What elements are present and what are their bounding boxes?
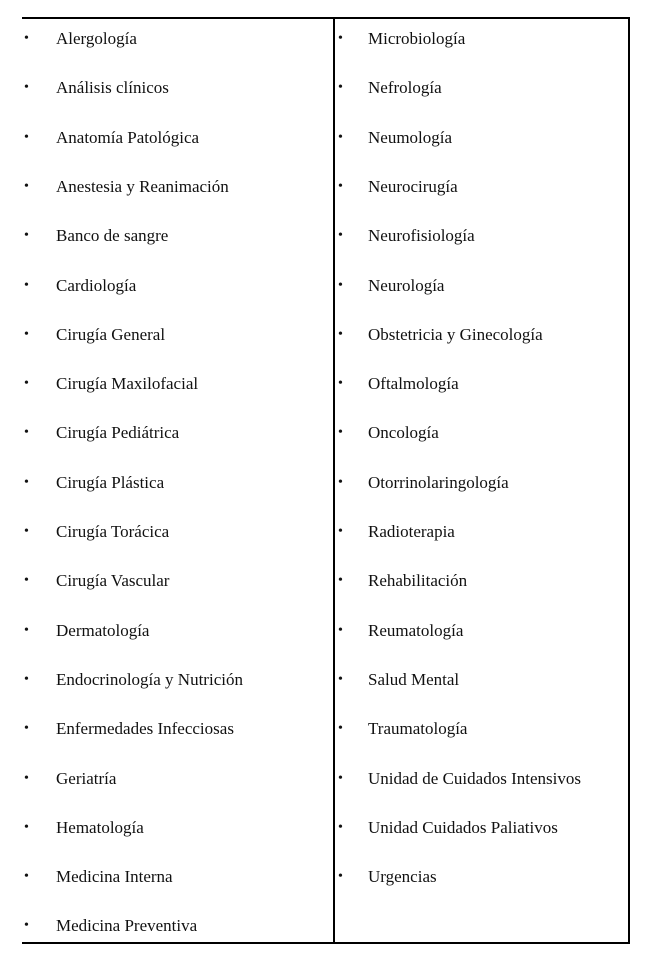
bullet-icon: • xyxy=(24,770,29,786)
list-item-label: Obstetricia y Ginecología xyxy=(368,324,543,344)
list-item-label: Traumatología xyxy=(368,719,468,739)
list-item-label: Medicina Interna xyxy=(56,867,173,887)
bullet-icon: • xyxy=(338,671,343,687)
specialties-table xyxy=(22,17,630,944)
list-item-label: Anatomía Patológica xyxy=(56,127,200,147)
list-item-label: Cirugía Torácica xyxy=(56,522,170,541)
list-item-label: Endocrinología y Nutrición xyxy=(56,669,243,689)
list-item-label: Anestesia y Reanimación xyxy=(56,176,229,196)
bullet-icon: • xyxy=(338,869,343,885)
bullet-icon: • xyxy=(338,622,343,638)
list-item-label: Neurología xyxy=(368,275,445,295)
bullet-icon: • xyxy=(24,918,29,934)
bullet-icon: • xyxy=(338,129,343,145)
bullet-icon: • xyxy=(24,474,29,490)
table-column-divider xyxy=(333,17,335,944)
bullet-icon: • xyxy=(24,80,29,96)
bullet-icon: • xyxy=(24,721,29,737)
bullet-icon: • xyxy=(338,721,343,737)
bullet-icon: • xyxy=(24,277,29,293)
list-item-label: Nefrología xyxy=(368,78,442,98)
bullet-icon: • xyxy=(24,31,29,46)
list-item-label: Microbiología xyxy=(368,29,466,48)
list-item-label: Dermatología xyxy=(56,620,150,640)
bullet-icon: • xyxy=(24,228,29,244)
list-item-label: Rehabilitación xyxy=(368,571,468,591)
list-item-label: Alergología xyxy=(56,29,137,48)
list-item-label: Hematología xyxy=(56,817,144,837)
bullet-icon: • xyxy=(338,228,343,244)
table-top-border xyxy=(22,17,630,19)
bullet-icon: • xyxy=(338,178,343,194)
list-item-label: Oncología xyxy=(368,423,439,443)
list-item-label: Geriatría xyxy=(56,768,117,788)
list-item-label: Unidad Cuidados Paliativos xyxy=(368,817,558,837)
list-item-label: Unidad de Cuidados Intensivos xyxy=(368,768,581,788)
bullet-icon: • xyxy=(24,129,29,145)
bullet-icon: • xyxy=(338,277,343,293)
bullet-icon: • xyxy=(24,622,29,638)
list-item-label: Cirugía Pediátrica xyxy=(56,423,180,443)
bullet-icon: • xyxy=(338,819,343,835)
bullet-icon: • xyxy=(24,425,29,441)
list-item-label: Análisis clínicos xyxy=(56,78,169,98)
bullet-icon: • xyxy=(24,819,29,835)
list-item-label: Neurofisiología xyxy=(368,226,475,246)
list-item-label: Cardiología xyxy=(56,275,137,295)
list-item-label: Banco de sangre xyxy=(56,226,169,246)
list-item-label: Reumatología xyxy=(368,620,464,640)
list-item-label: Enfermedades Infecciosas xyxy=(56,719,234,739)
table-right-border xyxy=(628,17,630,944)
bullet-icon: • xyxy=(24,376,29,392)
list-item-label: Salud Mental xyxy=(368,669,460,689)
bullet-icon: • xyxy=(24,524,29,539)
bullet-icon: • xyxy=(338,80,343,96)
bullet-icon: • xyxy=(338,524,343,539)
list-item-label: Neurocirugía xyxy=(368,176,458,196)
bullet-icon: • xyxy=(338,326,343,342)
list-item-label: Urgencias xyxy=(368,867,437,887)
bullet-icon: • xyxy=(24,326,29,342)
table-bottom-border xyxy=(22,942,630,944)
list-item-label: Radioterapia xyxy=(368,522,455,541)
list-item-label: Cirugía Vascular xyxy=(56,571,170,591)
list-item-label: Cirugía Plástica xyxy=(56,472,165,492)
list-item-label: Otorrinolaringología xyxy=(368,472,509,492)
bullet-icon: • xyxy=(24,573,29,589)
list-item-label: Medicina Preventiva xyxy=(56,916,198,936)
bullet-icon: • xyxy=(24,869,29,885)
bullet-icon: • xyxy=(338,31,343,46)
bullet-icon: • xyxy=(338,770,343,786)
list-item-label: Neumología xyxy=(368,127,453,147)
list-item-label: Oftalmología xyxy=(368,374,459,394)
bullet-icon: • xyxy=(338,573,343,589)
bullet-icon: • xyxy=(24,178,29,194)
bullet-icon: • xyxy=(338,425,343,441)
list-item-label: Cirugía General xyxy=(56,324,166,344)
bullet-icon: • xyxy=(338,474,343,490)
list-item-label: Cirugía Maxilofacial xyxy=(56,374,199,394)
bullet-icon: • xyxy=(338,376,343,392)
bullet-icon: • xyxy=(24,671,29,687)
